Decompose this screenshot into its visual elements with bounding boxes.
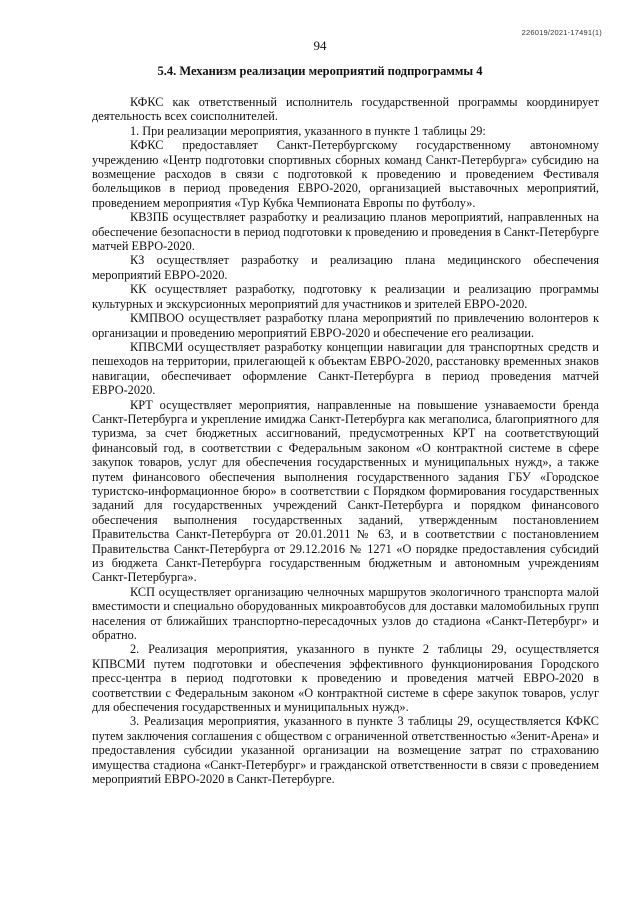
paragraph: 1. При реализации мероприятия, указанного в пункте 1 таблицы 29: [130,123,486,138]
paragraph: 2. Реализация мероприятия, указанного в пункте 2 таблицы 29, осуществляется КПВСМИ путем подготовки и обеспечения эффективного функционирования Городского пресс-центра в период подготовки к проведению и проведения матчей ЕВРО-2020 в соответствии с Федеральным законом «О контрактной системе в сфере закупок товаров, услуг для обеспечения государственных и муниципальных нужд». [92,642,599,715]
paragraph: КМПВОО осуществляет разработку плана мероприятий по привлечению волонтеров к организации и проведению мероприятий ЕВРО-2020 и обеспечение его реализации. [92,311,599,340]
paragraph: КФКС предоставляет Санкт-Петербургскому государственному автономному учреждению «Центр подготовки спортивных сборных команд Санкт-Петербурга» субсидию на возмещение расходов в связи с подготовкой к проведению и проведением Фестиваля болельщиков в период проведения ЕВРО-2020, организацией выставочных мероприятий, проведением мероприятия «Тур Кубка Чемпионата Европы по футболу». [92,138,599,210]
page-number: 94 [313,38,327,53]
paragraph: КПВСМИ осуществляет разработку концепции навигации для транспортных средств и пешеходов на территории, прилегающей к объектам ЕВРО-2020, расстановку временных знаков навигации, обеспечивает оформление Санкт-Петербурга в период проведения матчей ЕВРО-2020. [92,339,599,398]
paragraph: КРТ осуществляет мероприятия, направленные на повышение узнаваемости бренда Санкт-Петербурга и укрепление имиджа Санкт-Петербурга как мегаполиса, благоприятного для туризма, за счет бюджетных ассигнований, предусмотренных КРТ на соответствующий финансовый год, в соответствии с Федеральным законом «О контрактной системе в сфере закупок товаров, услуг для обеспечения государственных и муниципальных нужд», а также путем финансового обеспечения выполнения государственного задания ГБУ «Городское туристско-информационное бюро» в соответствии с Порядком формирования государственных заданий для государственных учреждений Санкт-Петербурга и порядком финансового обеспечения выполнения государственных заданий, утвержденным постановлением Правительства Санкт-Петербурга от 20.01.2011 № 63, и в соответствии с постановлением Правительства Санкт-Петербурга от 29.12.2016 № 1271 «О порядке предоставления субсидий из бюджета Санкт-Петербурга государственным бюджетным и автономным учреждениям Санкт-Петербурга». [92,397,599,585]
section-heading: 5.4. Механизм реализации мероприятий подпрограммы 4 [157,64,483,78]
document-id: 226019/2021-17491(1) [521,28,602,37]
paragraph: КЗ осуществляет разработку и реализацию плана медицинского обеспечения мероприятий ЕВРО-2020. [92,253,599,282]
document-body [92,95,599,787]
paragraph: КК осуществляет разработку, подготовку к реализации и реализацию программы культурных и экскурсионных мероприятий для участников и зрителей ЕВРО-2020. [92,282,599,311]
paragraph: КФКС как ответственный исполнитель государственной программы координирует деятельность всех соисполнителей. [92,95,599,124]
paragraph: 3. Реализация мероприятия, указанного в пункте 3 таблицы 29, осуществляется КФКС путем заключения соглашения с обществом с ограниченной ответственностью «Зенит-Арена» и предоставления субсидии указанной организации на возмещение затрат по страхованию имущества стадиона «Санкт-Петербург» и гражданской ответственности в связи с проведением мероприятий ЕВРО-2020 в Санкт-Петербурге. [92,714,599,787]
paragraph: КВЗПБ осуществляет разработку и реализацию планов мероприятий, направленных на обеспечение безопасности в период подготовки к проведению и проведения в Санкт-Петербурге матчей ЕВРО-2020. [92,210,599,254]
paragraph: КСП осуществляет организацию челночных маршрутов экологичного транспорта малой вместимости и специально оборудованных микроавтобусов для доставки маломобильных групп населения от ближайших транспортно-пересадочных узлов до стадиона «Санкт-Петербург» и обратно. [92,584,599,643]
